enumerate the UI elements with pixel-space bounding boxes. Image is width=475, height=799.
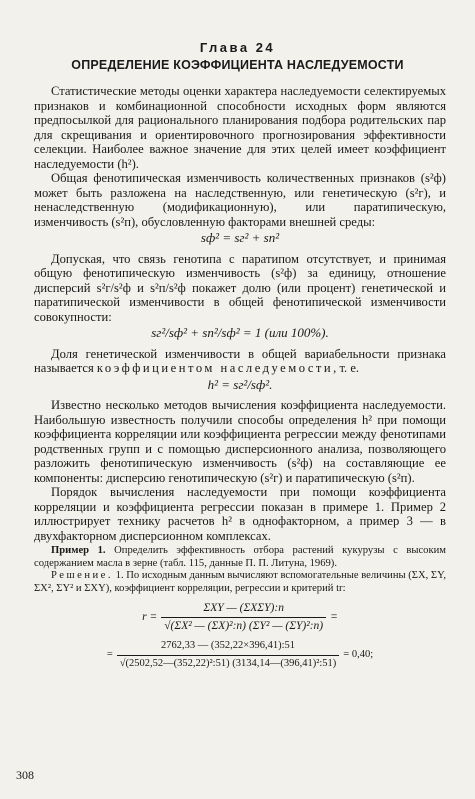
chapter-heading: Глава 24	[199, 40, 276, 55]
r-fraction	[161, 601, 326, 633]
example-lead: Пример 1.	[51, 545, 106, 556]
numeric-formula	[34, 639, 446, 671]
definition-tail: , т. е.	[333, 361, 360, 375]
page-body	[34, 84, 446, 671]
definition-text: Доля генетической изменчивости в общей вариабельности признака называется	[34, 346, 446, 375]
numeric-result: = 0,40;	[343, 648, 374, 660]
example-solution	[34, 570, 446, 595]
numeric-fraction	[117, 639, 340, 671]
numeric-denominator: √(2502,52—(352,22)²:51) (3134,14—(396,41)²:51)	[117, 655, 340, 672]
formula-ratio: sг²/sф² + sп²/sф² = 1 (или 100%).	[151, 325, 329, 340]
formula-variance-sum: sф² = sг² + sп²	[200, 230, 280, 245]
solution-text: 1. По исходным данным вычисляют вспомогательные величины (ΣX, ΣY, ΣX², ΣY² и ΣXY), коэффициент корреляции, регрессии и критерий tr:	[34, 570, 446, 594]
solution-label: Решение.	[51, 570, 114, 581]
definition-term: коэффициентом наследуемости	[96, 361, 334, 375]
paragraph-methods: Известно несколько методов вычисления коэффициента наследуемости. Наибольшую известность получили способы определения h² при помощи коэффициента корреляции или коэффициента регрессии между фенотипами родственных групп и с помощью дисперсионного анализа, позволяющего разложить фенотипическую изменчивость (s²ф) на составляющие ее компоненты: дисперсию генотипическую (s²г) и паратипическую (s²п).	[34, 398, 446, 485]
numeric-equals: =	[106, 648, 113, 660]
paragraph-ratio: Допуская, что связь генотипа с паратипом отсутствует, и принимая общую фенотипическую изменчивость (s²ф) за единицу, отношение дисперсий s²г/s²ф и s²п/s²ф покажет долю (или процент) генетической и паратипической изменчивости в общей фенотипической изменчивости совокупности:	[34, 251, 446, 324]
example-block	[34, 545, 446, 595]
paragraph-definition	[34, 347, 446, 376]
r-lhs: r =	[142, 610, 158, 623]
r-denominator: √(ΣX² — (ΣX)²:n) (ΣY² — (ΣY)²:n)	[161, 617, 326, 634]
formula-heritability: h² = sг²/sф².	[207, 376, 273, 392]
r-equals: =	[330, 610, 338, 623]
chapter-title: ОПРЕДЕЛЕНИЕ КОЭФФИЦИЕНТА НАСЛЕДУЕМОСТИ	[71, 58, 404, 72]
example-text: Определить эффективность отбора растений кукурузы с высоким содержанием масла в зерне (табл. 115, данные П. П. Литуна, 1969).	[34, 545, 446, 569]
r-numerator: ΣXY — (ΣXΣY):n	[203, 602, 284, 614]
numeric-numerator: 2762,33 — (352,22×396,41):51	[161, 640, 296, 651]
paragraph-variance: Общая фенотипическая изменчивость количественных признаков (s²ф) может быть разложена на наследственную, или генетическую (s²г), и ненаследственную (модификационную), или паратипическую, изменчивость (s²п), обусловленную факторами внешней среды:	[34, 171, 446, 229]
example-statement	[34, 545, 446, 570]
correlation-formula	[34, 601, 446, 633]
paragraph-intro: Статистические методы оценки характера наследуемости селектируемых признаков и комбинационной способности исходных форм являются предпосылкой для рационального планирования подбора родительских пар для скрещивания и ориентировочного прогнозирования эффективности селекции. Наиболее важное значение для этих целей имеет коэффициент наследуемости (h²).	[34, 84, 446, 171]
page-number: 308	[16, 768, 34, 782]
paragraph-order: Порядок вычисления наследуемости при помощи коэффициента корреляции и коэффициента регрессии показан в примере 1. Пример 2 иллюстрирует технику расчетов h² в однофакторном, а пример 3 — в двухфакторном дисперсионном комплексах.	[34, 485, 446, 543]
